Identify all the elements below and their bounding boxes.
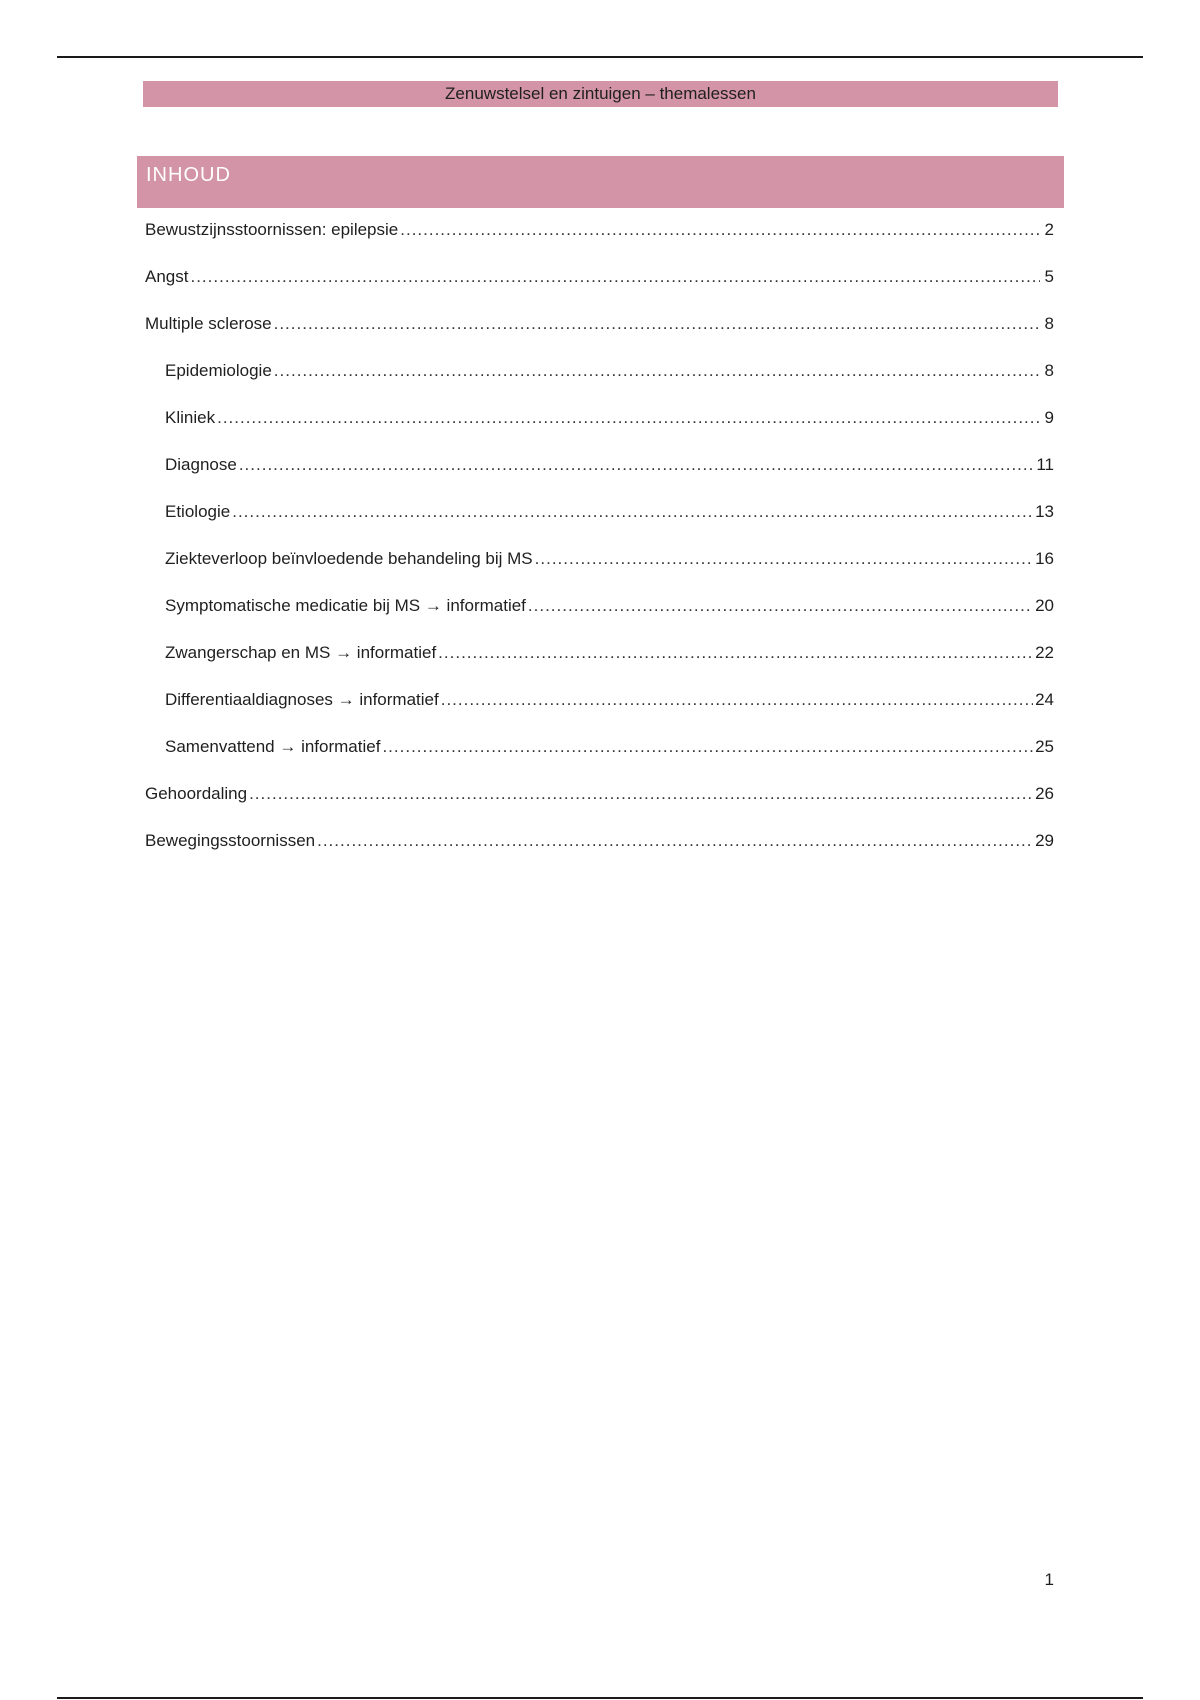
toc-entry-page: 26 bbox=[1035, 784, 1054, 803]
toc-entry-bewegingsstoornissen[interactable] bbox=[145, 829, 1054, 876]
toc-entry-title: Multiple sclerose bbox=[145, 314, 272, 333]
document-header bbox=[143, 81, 1058, 107]
toc-heading-band bbox=[137, 156, 1064, 208]
toc-entry-ziekteverloop[interactable] bbox=[145, 547, 1054, 594]
toc-entry-page: 20 bbox=[1035, 596, 1054, 615]
toc-dot-leader bbox=[382, 735, 1033, 759]
toc-dot-leader bbox=[217, 406, 1040, 430]
toc-entry-title: Zwangerschap en MS → informatief bbox=[165, 643, 437, 662]
footer-divider-line bbox=[57, 1697, 1143, 1699]
toc-entry-page: 16 bbox=[1035, 549, 1054, 568]
toc-entry-title: Ziekteverloop beïnvloedende behandeling bij MS bbox=[165, 549, 533, 568]
toc-dot-leader bbox=[441, 688, 1033, 712]
toc-entry-title: Bewustzijnsstoornissen: epilepsie bbox=[145, 220, 399, 239]
toc-entry-page: 13 bbox=[1035, 502, 1054, 521]
toc-dot-leader bbox=[249, 782, 1033, 806]
toc-entry-kliniek[interactable] bbox=[145, 406, 1054, 453]
toc-entry-diagnose[interactable] bbox=[145, 453, 1054, 500]
toc-entry-gehoordaling[interactable] bbox=[145, 782, 1054, 829]
toc-entry-page: 29 bbox=[1035, 831, 1054, 850]
toc-dot-leader bbox=[528, 594, 1033, 618]
toc-entry-title: Angst bbox=[145, 267, 189, 286]
toc-entry-title: Gehoordaling bbox=[145, 784, 248, 803]
toc-dot-leader bbox=[438, 641, 1033, 665]
toc-entry-page: 8 bbox=[1044, 361, 1054, 380]
toc-dot-leader bbox=[239, 453, 1035, 477]
toc-entry-title: Differentiaaldiagnoses → informatief bbox=[165, 690, 439, 709]
toc-entry-page: 25 bbox=[1035, 737, 1054, 756]
toc-entry-multiple-sclerose[interactable] bbox=[145, 312, 1054, 359]
page-number: 1 bbox=[1044, 1570, 1054, 1589]
toc-entry-page: 22 bbox=[1035, 643, 1054, 662]
toc-dot-leader bbox=[274, 312, 1040, 336]
toc-dot-leader bbox=[317, 829, 1033, 853]
toc-entry-page: 8 bbox=[1044, 314, 1054, 333]
toc-entry-title: Epidemiologie bbox=[165, 361, 272, 380]
toc-entry-title: Etiologie bbox=[165, 502, 231, 521]
toc-entry-epidemiologie[interactable] bbox=[145, 359, 1054, 406]
toc-entry-angst[interactable] bbox=[145, 265, 1054, 312]
document-header-title: Zenuwstelsel en zintuigen – themalessen bbox=[445, 84, 756, 103]
toc-entry-zwangerschap[interactable] bbox=[145, 641, 1054, 688]
header-divider-line bbox=[57, 56, 1143, 58]
toc-entry-differentiaaldiagnoses[interactable] bbox=[145, 688, 1054, 735]
toc-entry-title: Samenvattend → informatief bbox=[165, 737, 381, 756]
toc-entry-samenvattend[interactable] bbox=[145, 735, 1054, 782]
toc-dot-leader bbox=[232, 500, 1033, 524]
toc-dot-leader bbox=[190, 265, 1040, 289]
toc-entry-symptomatische-medicatie[interactable] bbox=[145, 594, 1054, 641]
toc-dot-leader bbox=[274, 359, 1040, 383]
toc-dot-leader bbox=[400, 218, 1040, 242]
toc-entry-title: Symptomatische medicatie bij MS → informatief bbox=[165, 596, 526, 615]
toc-entry-epilepsie[interactable] bbox=[145, 218, 1054, 265]
toc-entry-page: 9 bbox=[1044, 408, 1054, 427]
toc-dot-leader bbox=[535, 547, 1033, 571]
table-of-contents bbox=[145, 218, 1054, 876]
toc-entry-page: 24 bbox=[1035, 690, 1054, 709]
toc-entry-page: 2 bbox=[1044, 220, 1054, 239]
toc-entry-title: Diagnose bbox=[165, 455, 237, 474]
toc-entry-page: 5 bbox=[1044, 267, 1054, 286]
toc-entry-title: Kliniek bbox=[165, 408, 216, 427]
toc-entry-page: 11 bbox=[1036, 455, 1054, 474]
toc-heading: INHOUD bbox=[146, 164, 231, 186]
toc-entry-etiologie[interactable] bbox=[145, 500, 1054, 547]
toc-entry-title: Bewegingsstoornissen bbox=[145, 831, 316, 850]
